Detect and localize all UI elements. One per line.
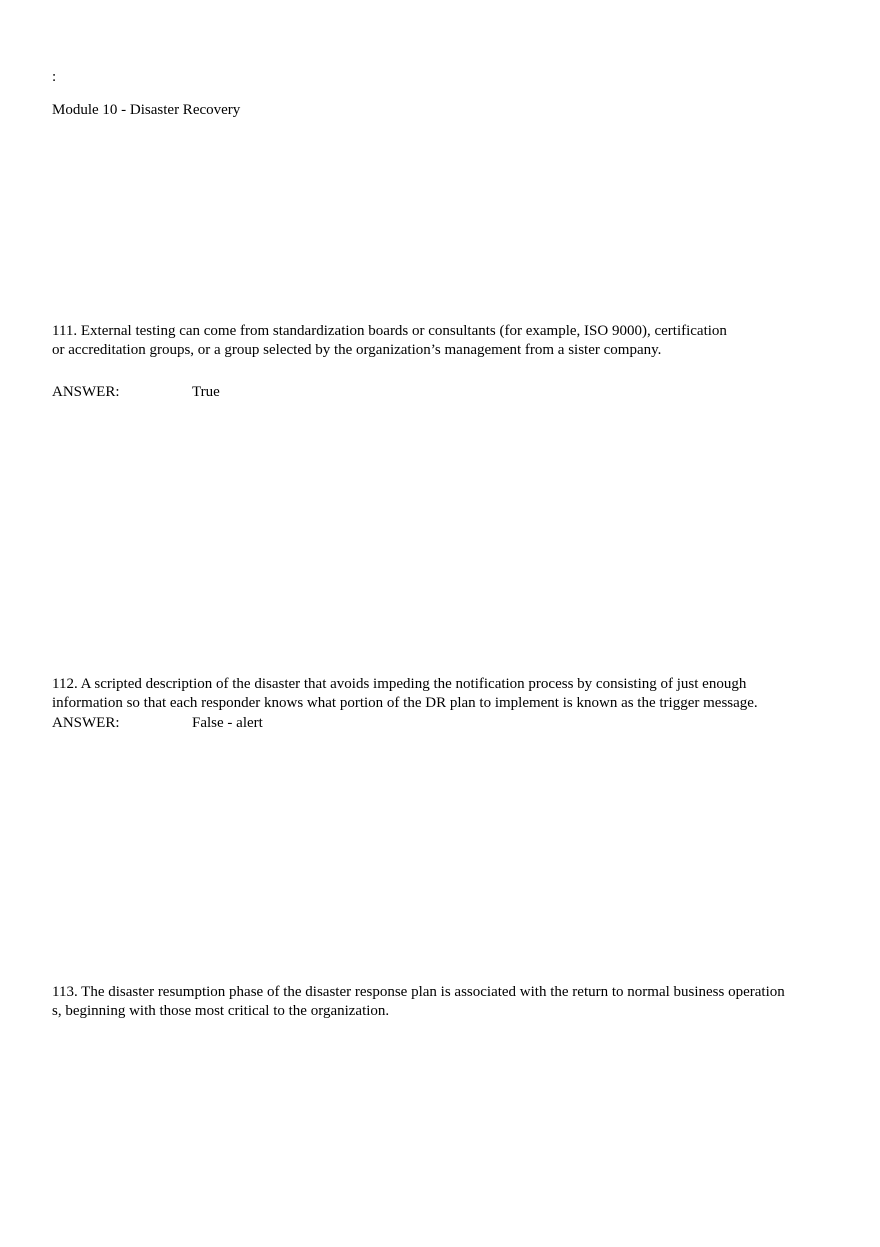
question-text-line: s, beginning with those most critical to the organization.	[52, 1003, 390, 1019]
question-text-line: or accreditation groups, or a group selected by the organization’s management from a sister company.	[52, 342, 662, 358]
question-text-line: 112. A scripted description of the disaster that avoids impeding the notification process by consisting of just enough	[52, 676, 747, 692]
question-text-line: 111. External testing can come from standardization boards or consultants (for example, ISO 9000), certification	[52, 323, 727, 339]
question-text-line: information so that each responder knows what portion of the DR plan to implement is known as the trigger message.	[52, 695, 758, 711]
question-text-line: 113. The disaster resumption phase of the disaster response plan is associated with the return to normal business operation	[52, 984, 785, 1000]
header-colon: :	[52, 69, 57, 85]
answer-value: False - alert	[192, 715, 263, 731]
module-title: Module 10 - Disaster Recovery	[52, 102, 241, 118]
answer-label: ANSWER:	[52, 384, 120, 400]
answer-value: True	[192, 384, 220, 400]
answer-label: ANSWER:	[52, 715, 120, 731]
